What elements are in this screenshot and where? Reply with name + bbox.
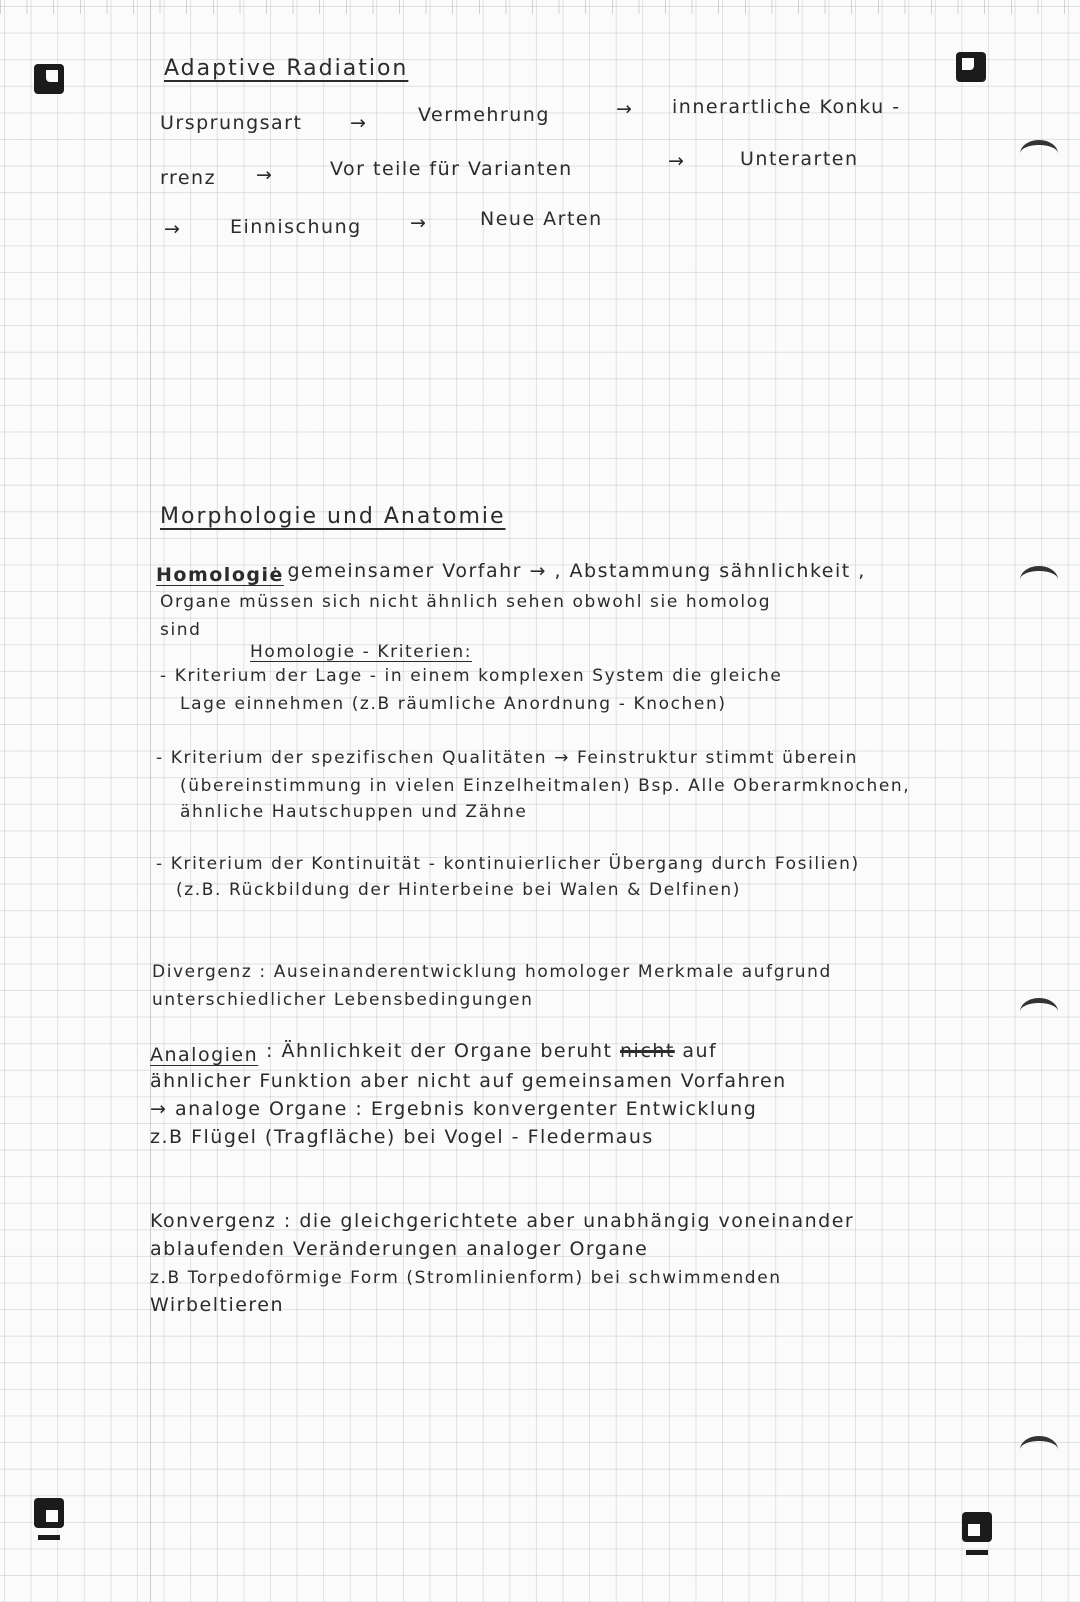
criterion-qualitaeten-line1: - Kriterium der spezifischen Qualitäten → Feinstruktur stimmt überein — [156, 748, 858, 768]
flow-term-konkurrenz: innerartliche Konku - — [672, 96, 901, 118]
margin-line — [150, 0, 151, 1602]
homologie-definition-line2: Organe müssen sich nicht ähnlich sehen obwohl sie homolog — [160, 592, 772, 612]
flow-term-vermehrung: Vermehrung — [418, 104, 550, 126]
criterion-lage-line1: - Kriterium der Lage - in einem komplexen System die gleiche — [160, 666, 783, 686]
ring-binding-hole-icon — [1020, 998, 1058, 1025]
criterion-qualitaeten-line3: ähnliche Hautschuppen und Zähne — [180, 802, 528, 822]
flow-arrow: → — [410, 212, 428, 234]
analogien-line4: z.B Flügel (Tragfläche) bei Vogel - Fledermaus — [150, 1126, 654, 1148]
term-analogien: Analogien — [150, 1044, 259, 1066]
flow-arrow: → — [668, 150, 686, 172]
corner-bar-bottom-right — [966, 1550, 988, 1555]
flow-term-ursprungsart: Ursprungsart — [160, 112, 303, 134]
flow-arrow: → — [256, 164, 274, 186]
section-heading-adaptive-radiation: Adaptive Radiation — [164, 56, 409, 81]
corner-marker-bottom-left-icon — [34, 1498, 64, 1528]
ring-binding-hole-icon — [1020, 140, 1058, 167]
flow-term-einnischung: Einnischung — [230, 216, 362, 238]
flow-term-rrenz: rrenz — [160, 167, 217, 189]
struck-word: nicht — [620, 1040, 675, 1062]
homologie-definition-line3: sind — [160, 620, 202, 640]
flow-arrow: → — [616, 98, 634, 120]
analogien-line3: → analoge Organe : Ergebnis konvergenter Entwicklung — [150, 1098, 758, 1120]
corner-marker-top-right-icon — [956, 52, 986, 82]
term-homologie: Homologie — [156, 564, 284, 586]
flow-term-unterarten: Unterarten — [740, 148, 859, 170]
ring-binding-hole-icon — [1020, 566, 1058, 593]
homologie-criteria-heading: Homologie - Kriterien: — [250, 642, 473, 662]
konvergenz-line4: Wirbeltieren — [150, 1294, 285, 1316]
divergenz-line2: unterschiedlicher Lebensbedingungen — [152, 990, 534, 1010]
flow-arrow: → — [164, 218, 182, 240]
analogien-line2: ähnlicher Funktion aber nicht auf gemeinsamen Vorfahren — [150, 1070, 787, 1092]
top-ruler-strip — [0, 0, 1080, 14]
analogien-line1-b: auf — [682, 1040, 718, 1062]
ring-binding-hole-icon — [1020, 1436, 1058, 1463]
criterion-kontinuitaet-line2: (z.B. Rückbildung der Hinterbeine bei Walen & Delfinen) — [176, 880, 742, 900]
flow-term-neue-arten: Neue Arten — [480, 208, 603, 230]
criterion-lage-line2: Lage einnehmen (z.B räumliche Anordnung - Knochen) — [180, 694, 727, 714]
homologie-definition-line1: : gemeinsamer Vorfahr → , Abstammung sähnlichkeit , — [272, 560, 866, 582]
konvergenz-line2: ablaufenden Veränderungen analoger Organe — [150, 1238, 649, 1260]
criterion-qualitaeten-line2: (übereinstimmung in vielen Einzelheitmalen) Bsp. Alle Oberarmknochen, — [180, 776, 911, 796]
flow-term-vorteile: Vor teile für Varianten — [330, 158, 573, 180]
corner-marker-top-left-icon — [34, 64, 64, 94]
konvergenz-line3: z.B Torpedoförmige Form (Stromlinienform) bei schwimmenden — [150, 1268, 782, 1288]
flow-arrow: → — [350, 112, 368, 134]
section-heading-morphologie: Morphologie und Anatomie — [160, 504, 506, 529]
konvergenz-line1: Konvergenz : die gleichgerichtete aber unabhängig voneinander — [150, 1210, 855, 1232]
analogien-line1-a: : Ähnlichkeit der Organe beruht — [266, 1040, 613, 1062]
criterion-kontinuitaet-line1: - Kriterium der Kontinuität - kontinuierlicher Übergang durch Fosilien) — [156, 854, 860, 874]
corner-marker-bottom-right-icon — [962, 1512, 992, 1542]
corner-bar-bottom-left — [38, 1535, 60, 1540]
divergenz-line1: Divergenz : Auseinanderentwicklung homologer Merkmale aufgrund — [152, 962, 832, 982]
analogien-line1 — [266, 1040, 717, 1062]
